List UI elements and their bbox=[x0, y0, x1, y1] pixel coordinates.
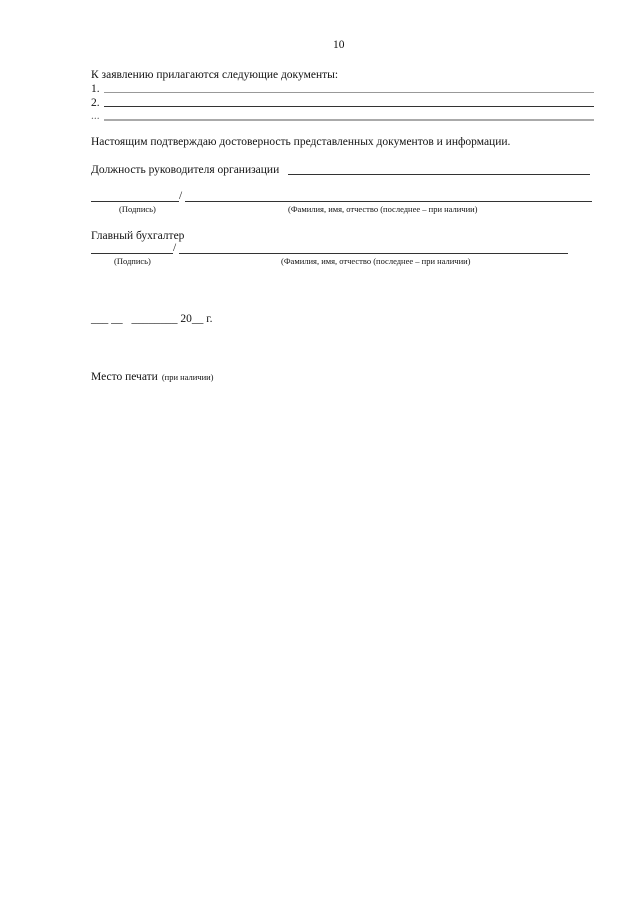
head-name-field[interactable] bbox=[185, 201, 592, 202]
stamp-note: (при наличии) bbox=[161, 372, 214, 382]
attachment-item-1-label: 1. bbox=[91, 83, 100, 95]
accountant-signature-field[interactable] bbox=[91, 253, 173, 254]
head-signature-separator: / bbox=[179, 190, 183, 202]
date-field[interactable] bbox=[91, 313, 213, 326]
stamp-place bbox=[91, 367, 214, 385]
stamp-label: Место печати bbox=[91, 371, 158, 383]
attachment-item-1-field[interactable] bbox=[104, 92, 594, 93]
accountant-signature-separator: / bbox=[173, 242, 177, 254]
date-month-blank[interactable]: ________ bbox=[131, 313, 178, 325]
attachment-item-3-field[interactable] bbox=[104, 119, 594, 121]
attachment-item-2-label: 2. bbox=[91, 97, 100, 109]
head-position-label: Должность руководителя организации bbox=[91, 164, 280, 176]
date-year-suffix: г. bbox=[206, 313, 213, 325]
date-year-prefix[interactable]: 20__ bbox=[180, 313, 204, 325]
confirmation-text: Настоящим подтверждаю достоверность представленных документов и информации. bbox=[91, 136, 511, 148]
attachment-item-3-label: ... bbox=[91, 110, 100, 122]
head-position-field[interactable] bbox=[288, 174, 590, 175]
date-day-blank[interactable]: ___ __ bbox=[91, 313, 123, 325]
accountant-signature-caption: (Подпись) bbox=[114, 256, 151, 266]
attachments-heading: К заявлению прилагаются следующие документы: bbox=[91, 69, 339, 81]
accountant-name-caption: (Фамилия, имя, отчество (последнее – при наличии) bbox=[281, 256, 471, 266]
accountant-title: Главный бухгалтер bbox=[91, 230, 185, 242]
attachment-item-2-field[interactable] bbox=[104, 106, 594, 107]
accountant-name-field[interactable] bbox=[179, 253, 568, 254]
page-number: 10 bbox=[333, 39, 345, 51]
head-signature-field[interactable] bbox=[91, 201, 179, 202]
head-signature-caption: (Подпись) bbox=[119, 204, 156, 214]
head-name-caption: (Фамилия, имя, отчество (последнее – при наличии) bbox=[288, 204, 478, 214]
